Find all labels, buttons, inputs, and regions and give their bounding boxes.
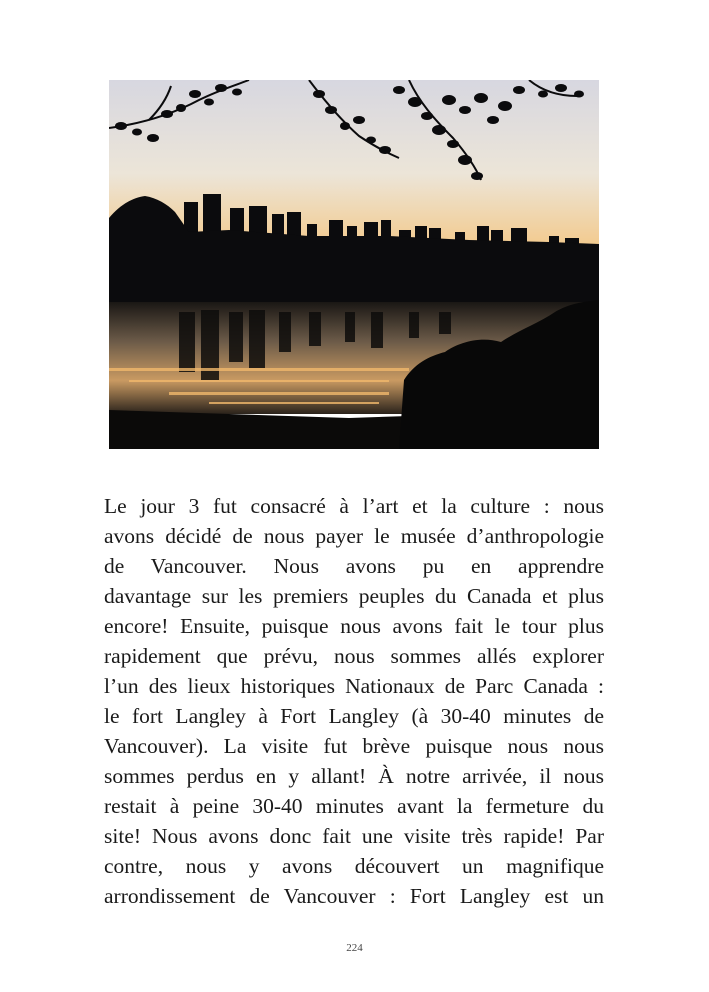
foreground-shore — [109, 410, 409, 449]
text-line: contre, nous y avons découvert un magnifique — [104, 854, 604, 878]
text-line: site! Nous avons donc fait une visite très rapide! Par — [104, 824, 604, 848]
text-line: davantage sur les premiers peuples du Canada et plus — [104, 584, 604, 608]
text-line: Vancouver). La visite fut brève puisque nous nous — [104, 734, 604, 758]
text-line: encore! Ensuite, puisque nous avons fait le tour plus — [104, 614, 604, 638]
page-number: 224 — [346, 942, 363, 954]
text-line: sommes perdus en y allant! À notre arrivée, il nous — [104, 764, 604, 788]
sunset-lake-photo — [109, 80, 599, 449]
text-line: Le jour 3 fut consacré à l’art et la culture : nous — [104, 494, 604, 518]
text-line: arrondissement de Vancouver : Fort Langley est un — [104, 884, 604, 908]
text-line: le fort Langley à Fort Langley (à 30-40 minutes de — [104, 704, 604, 728]
text-line: de Vancouver. Nous avons pu en apprendre — [104, 554, 604, 578]
text-line: l’un des lieux historiques Nationaux de Parc Canada : — [104, 674, 604, 698]
text-line: avons décidé de nous payer le musée d’anthropologie — [104, 524, 604, 548]
body-paragraph — [104, 491, 604, 911]
text-line: restait à peine 30-40 minutes avant la fermeture du — [104, 794, 604, 818]
text-line: rapidement que prévu, nous sommes allés explorer — [104, 644, 604, 668]
